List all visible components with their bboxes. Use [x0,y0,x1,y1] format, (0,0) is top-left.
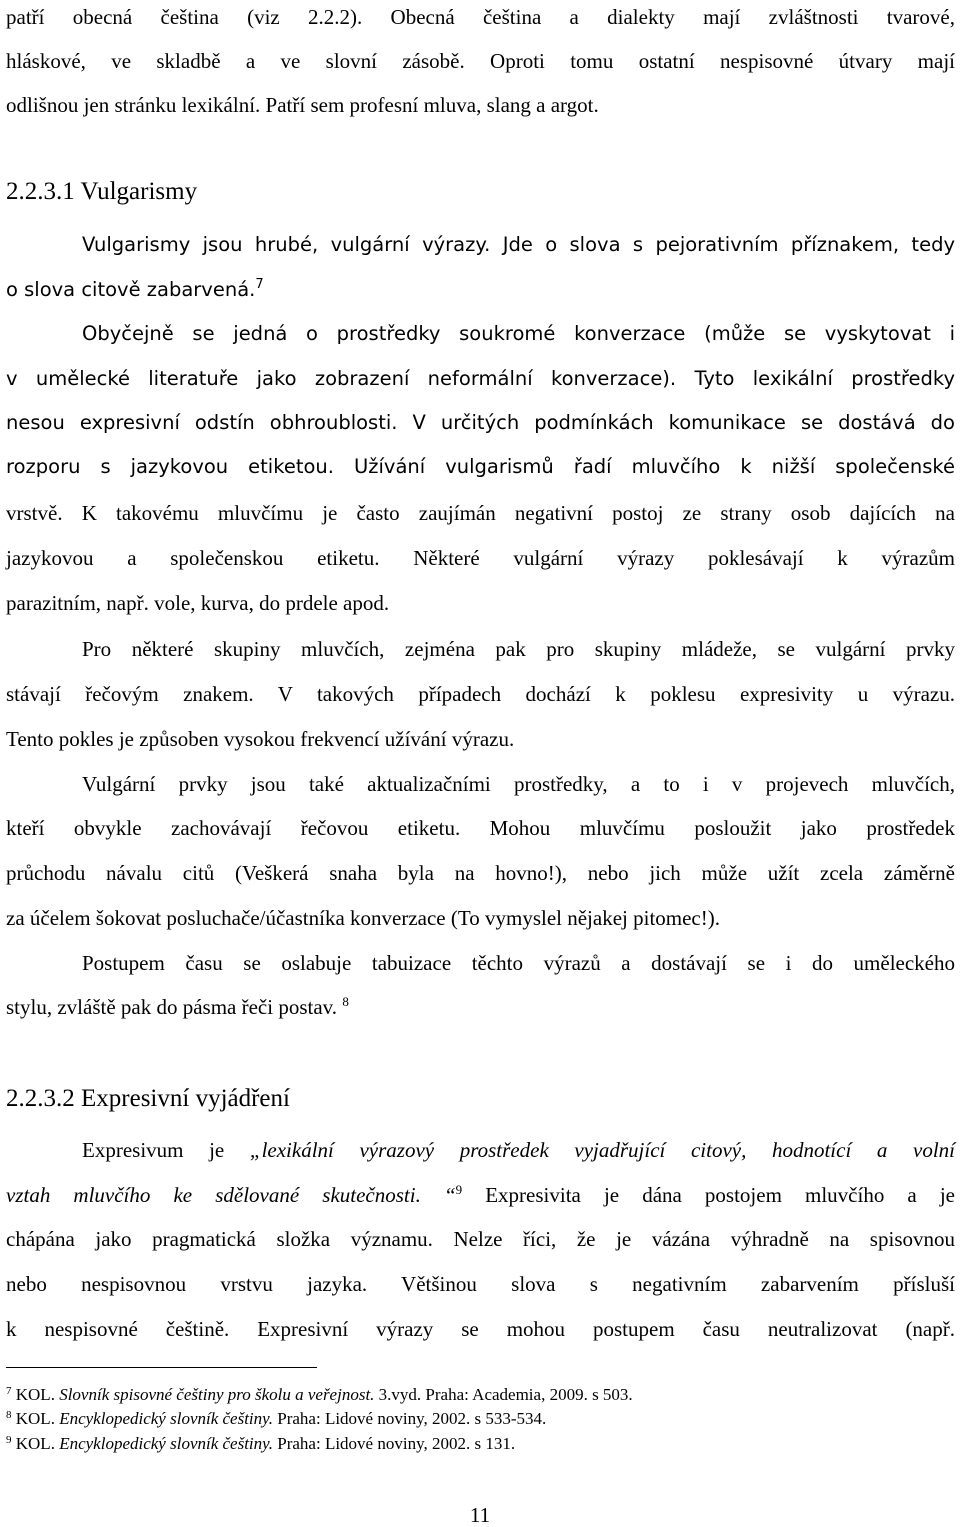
body-line: rozporu s jazykovou etiketou. Užívání vulgarismů řadí mluvčího k nižší společenské [6,455,955,478]
body-line: průchodu návalu citů (Veškerá snaha byla na hovno!), nebo jich může užít zcela záměrně [6,861,955,885]
body-text: stylu, zvláště pak do pásma řeči postav. [6,995,338,1019]
body-line: parazitním, např. vole, kurva, do prdele apod. [6,591,390,615]
quoted-definition: „lexikální výrazový prostředek vyjadřující citový, hodnotící a volní [249,1138,956,1162]
page-number: 11 [469,1503,491,1527]
body-line: patří obecná čeština (viz 2.2.2). Obecná čeština a dialekty mají zvláštnosti tvarové, [6,5,955,29]
footnote [6,1408,546,1430]
footnote-title: Encyklopedický slovník češtiny. [59,1434,274,1453]
footnote-title: Encyklopedický slovník češtiny. [59,1409,274,1428]
body-line: nebo nespisovnou vrstvu jazyka. Většinou slova s negativním zabarvením přísluší [6,1272,955,1296]
closing-quote: “ [443,1183,456,1207]
footnote-title: Slovník spisovné češtiny pro školu a veřejnost. [59,1385,375,1404]
body-line [6,994,955,1020]
quoted-definition: vztah mluvčího ke sdělované skutečnosti. [6,1183,421,1207]
section-heading-vulgarismy: 2.2.3.1 Vulgarismy [6,178,198,205]
footnote-ref: 7 [255,277,264,292]
body-line: Pro některé skupiny mluvčích, zejména pak pro skupiny mládeže, se vulgární prvky [82,637,955,661]
footnote-ref: 8 [342,994,349,1009]
footnote-rest: Praha: Lidové noviny, 2002. s 533-534. [277,1409,547,1428]
footnote-number: 8 [6,1409,12,1421]
body-line: jazykovou a společenskou etiketu. Některé vulgární výrazy poklesávají k výrazům [6,546,955,570]
body-line [82,1137,955,1163]
body-line: v umělecké literatuře jako zobrazení neformální konverzace). Tyto lexikální prostředky [6,367,955,390]
footnote-ref: 9 [455,1182,463,1197]
body-line: stávají řečovým znakem. V takových případech dochází k poklesu expresivity u výrazu. [6,682,955,706]
body-text: Expresivita je dána postojem mluvčího a je [485,1183,955,1207]
footnote-author: KOL. [15,1409,55,1428]
body-line: Tento pokles je způsoben vysokou frekvencí užívání výrazu. [6,727,515,751]
footnote-separator [6,1367,317,1368]
body-line: chápána jako pragmatická složka významu. Nelze říci, že je vázána výhradně na spisovnou [6,1227,955,1251]
body-line: Vulgární prvky jsou také aktualizačními prostředky, a to i v projevech mluvčích, [82,772,955,796]
body-line: Vulgarismy jsou hrubé, vulgární výrazy. Jde o slova s pejorativním příznakem, tedy [82,233,955,256]
body-line: Obyčejně se jedná o prostředky soukromé konverzace (může se vyskytovat i [82,322,955,345]
footnote [6,1433,515,1455]
body-line: kteří obvykle zachovávají řečovou etiketu. Mohou mluvčímu posloužit jako prostředek [6,816,955,840]
body-text: Expresivum je [82,1138,225,1162]
footnote-rest: 3.vyd. Praha: Academia, 2009. s 503. [378,1385,633,1404]
section-heading-expresivni-vyjadreni: 2.2.3.2 Expresivní vyjádření [6,1085,290,1112]
footnote [6,1384,633,1406]
body-line: nesou expresivní odstín obhroublosti. V určitých podmínkách komunikace se dostává do [6,411,955,434]
footnote-author: KOL. [15,1434,55,1453]
footnote-rest: Praha: Lidové noviny, 2002. s 131. [277,1434,516,1453]
body-line: vrstvě. K takovému mluvčímu je často zaujímán negativní postoj ze strany osob dajících na [6,501,955,525]
footnote-number: 7 [6,1385,12,1397]
body-line: hláskové, ve skladbě a ve slovní zásobě. Oproti tomu ostatní nespisovné útvary mají [6,49,955,73]
body-line: k nespisovné češtině. Expresivní výrazy se mohou postupem času neutralizovat (např. [6,1317,955,1341]
body-line [6,1182,955,1208]
body-line: za účelem šokovat posluchače/účastníka konverzace (To vymyslel nějakej pitomec!). [6,906,720,930]
body-line: odlišnou jen stránku lexikální. Patří sem profesní mluva, slang a argot. [6,93,599,117]
body-line [6,277,955,303]
body-line: Postupem času se oslabuje tabuizace těchto výrazů a dostávají se i do uměleckého [82,951,955,975]
footnote-author: KOL. [15,1385,55,1404]
body-text: o slova citově zabarvená. [6,278,256,301]
footnote-number: 9 [6,1434,12,1446]
